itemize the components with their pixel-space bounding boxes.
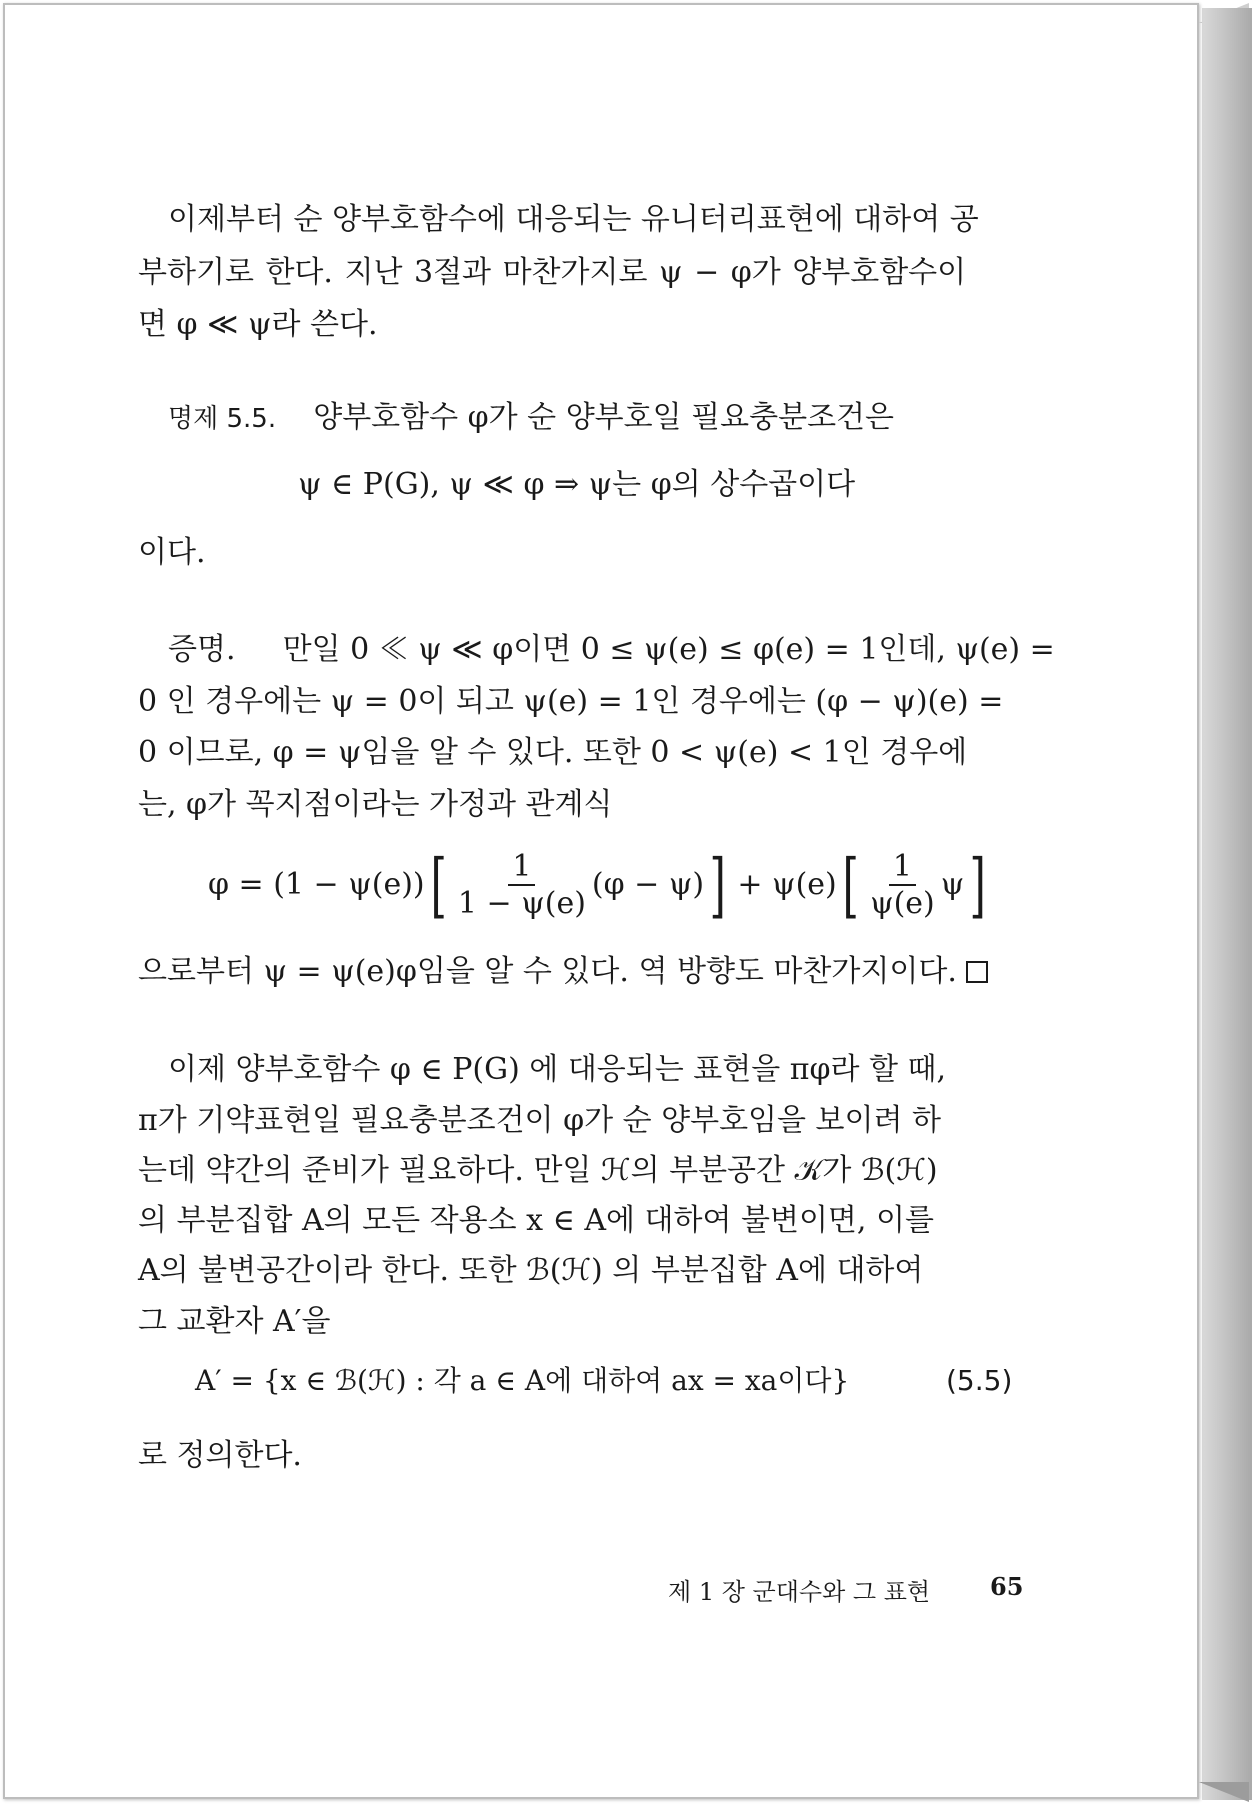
paragraph1-line3: 면 φ ≪ ψ라 쓴다. — [138, 307, 378, 342]
book-spine — [1202, 8, 1252, 1800]
fraction-2 — [866, 848, 939, 921]
proof-line4: 는, φ가 꼭지점이라는 가정과 관계식 — [138, 787, 613, 822]
proof-line2: 0 인 경우에는 ψ = 0이 되고 ψ(e) = 1인 경우에는 (φ − ψ)(e) = — [138, 684, 1004, 719]
right-bracket: ] — [709, 844, 726, 926]
proposition-text: 양부호함수 φ가 순 양부호일 필요충분조건은 — [313, 400, 895, 435]
paragraph2-line1: 이제 양부호함수 φ ∈ P(G) 에 대응되는 표현을 πφ라 할 때, — [168, 1052, 947, 1087]
paragraph1-line1 — [168, 202, 1020, 237]
left-bracket-2: [ — [842, 844, 859, 926]
proof-label: 증명. — [168, 632, 236, 667]
fraction-2-denominator: ψ(e) — [870, 886, 935, 921]
proposition-label: 명제 5.5. — [168, 404, 277, 434]
equation-tail: ψ — [940, 867, 965, 902]
fraction-2-numerator: 1 — [889, 851, 916, 887]
proposition-heading — [168, 400, 895, 435]
fraction-1-denominator: 1 − ψ(e) — [457, 886, 586, 921]
equation-middle: (φ − ψ) — [591, 867, 705, 902]
proposition-after: 이다. — [138, 535, 206, 570]
book-edge-bottom — [1199, 1782, 1249, 1802]
page-number: 65 — [990, 1572, 1024, 1601]
proof-equation — [208, 845, 992, 925]
fraction-1-numerator: 1 — [508, 851, 535, 887]
proof-line1-text: 만일 0 ≪ ψ ≪ φ이면 0 ≤ ψ(e) ≤ φ(e) = 1인데, ψ(e) = — [282, 632, 1055, 667]
paragraph2-line4: 의 부분집합 A의 모든 작용소 x ∈ A에 대하여 불변이면, 이를 — [138, 1203, 934, 1238]
right-bracket-2: ] — [969, 844, 987, 926]
text-line: 이제부터 순 양부호함수에 대응되는 유니터리표현에 대하여 공 — [168, 202, 979, 237]
paragraph2-line3: 는데 약간의 준비가 필요하다. 만일 ℋ의 부분공간 𝒦가 ℬ(ℋ) — [138, 1153, 938, 1188]
chapter-title: 제 1 장 군대수와 그 표현 — [668, 1578, 931, 1606]
equation-plus: + ψ(e) — [737, 867, 837, 902]
qed-box-icon — [966, 961, 988, 983]
paragraph2-line6: 그 교환자 A′을 — [138, 1304, 331, 1339]
equation-lhs: φ = (1 − ψ(e)) — [208, 867, 425, 902]
paragraph1-line2: 부하기로 한다. 지난 3절과 마찬가지로 ψ − φ가 양부호함수이 — [138, 255, 967, 290]
fraction-1 — [454, 848, 590, 921]
proof-line5 — [138, 954, 988, 989]
left-bracket: [ — [430, 844, 447, 926]
proof-line5-text: 으로부터 ψ = ψ(e)φ임을 알 수 있다. 역 방향도 마찬가지이다. — [138, 954, 957, 989]
proposition-formula: ψ ∈ P(G), ψ ≪ φ ⇒ ψ는 φ의 상수곱이다 — [298, 467, 856, 502]
paragraph2-after: 로 정의한다. — [138, 1438, 302, 1473]
proof-line1 — [168, 632, 1055, 667]
paragraph2-line2: π가 기약표현일 필요충분조건이 φ가 순 양부호임을 보이려 하 — [138, 1103, 941, 1138]
proof-line3: 0 이므로, φ = ψ임을 알 수 있다. 또한 0 < ψ(e) < 1인 경우에 — [138, 735, 968, 770]
formula-number: (5.5) — [946, 1364, 1013, 1397]
commutant-formula: A′ = {x ∈ ℬ(ℋ) : 각 a ∈ A에 대하여 ax = xa이다} — [195, 1364, 850, 1397]
paragraph2-line5: A의 불변공간이라 한다. 또한 ℬ(ℋ) 의 부분집합 A에 대하여 — [138, 1253, 924, 1288]
